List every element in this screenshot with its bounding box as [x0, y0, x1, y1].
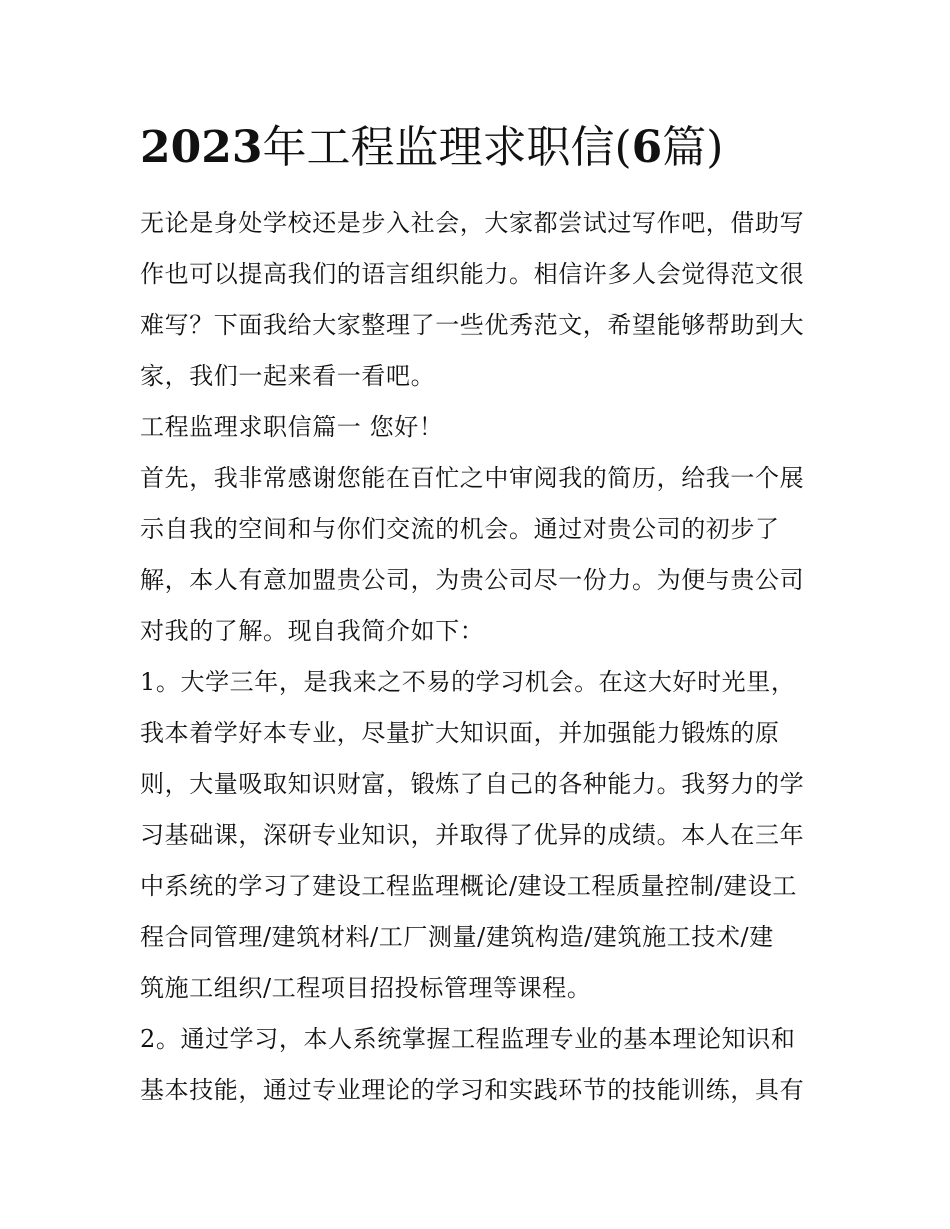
text-line: 中系统的学习了建设工程监理概论/建设工程质量控制/建设工: [140, 872, 797, 900]
text-line: 作也可以提高我们的语言组织能力。相信许多人会觉得范文很: [140, 260, 805, 288]
text-line: 基本技能，通过专业理论的学习和实践环节的技能训练，具有: [140, 1076, 805, 1104]
title-year: 2023: [140, 122, 263, 173]
paragraph-intro: [140, 198, 820, 402]
text-line: 我本着学好本专业，尽量扩大知识面，并加强能力锻炼的原: [140, 719, 780, 747]
paragraph-point-1: [140, 657, 820, 1014]
text-line: 1。大学三年，是我来之不易的学习机会。在这大好时光里，: [140, 668, 796, 696]
text-line: 首先，我非常感谢您能在百忙之中审阅我的简历，给我一个展: [140, 464, 805, 492]
title-tail: 篇): [662, 122, 724, 173]
text-line: 筑施工组织/工程项目招投标管理等课程。: [140, 974, 592, 1002]
paragraph-section-heading: [140, 402, 820, 453]
text-line: 难写？下面我给大家整理了一些优秀范文，希望能够帮助到大: [140, 311, 805, 339]
text-line: 无论是身处学校还是步入社会，大家都尝试过写作吧，借助写: [140, 209, 805, 237]
text-line: 则，大量吸取知识财富，锻炼了自己的各种能力。我努力的学: [140, 770, 805, 798]
title-number: 6: [631, 122, 663, 173]
text-line: 家，我们一起来看一看吧。: [140, 362, 436, 390]
paragraph-opening: [140, 453, 820, 657]
document-title: [140, 118, 840, 178]
text-line: 程合同管理/建筑材料/工厂测量/建筑构造/建筑施工技术/建: [140, 923, 774, 951]
text-line: 工程监理求职信篇一 您好！: [140, 413, 444, 441]
text-line: 2。通过学习，本人系统掌握工程监理专业的基本理论知识和: [140, 1025, 796, 1053]
text-line: 解，本人有意加盟贵公司，为贵公司尽一份力。为便与贵公司: [140, 566, 805, 594]
document-body: [140, 198, 820, 1116]
paragraph-point-2: [140, 1014, 820, 1116]
text-line: 习基础课，深研专业知识，并取得了优异的成绩。本人在三年: [140, 821, 805, 849]
text-line: 示自我的空间和与你们交流的机会。通过对贵公司的初步了: [140, 515, 780, 543]
title-main: 年工程监理求职信(: [262, 122, 632, 173]
text-line: 对我的了解。现自我简介如下：: [140, 617, 485, 645]
